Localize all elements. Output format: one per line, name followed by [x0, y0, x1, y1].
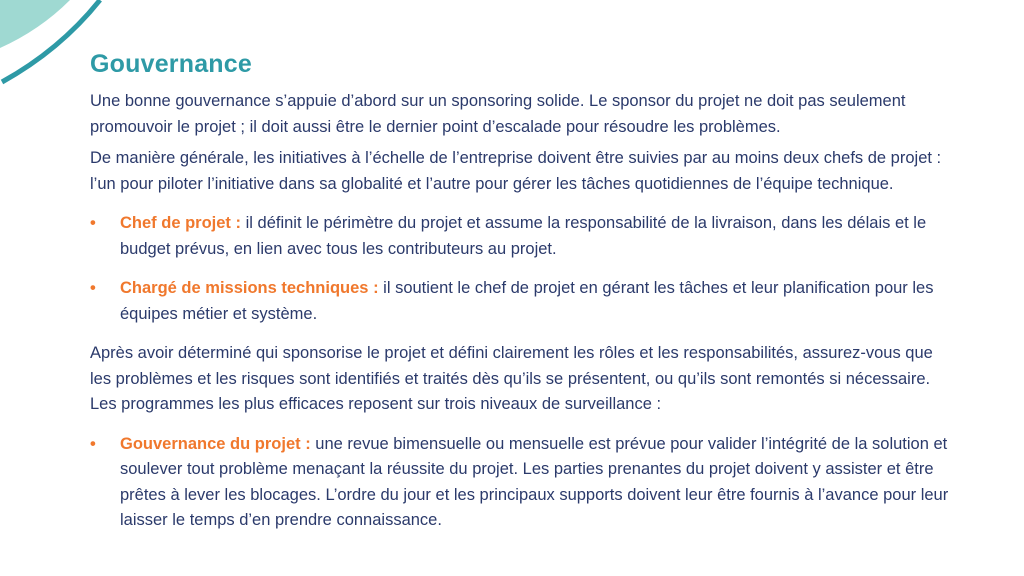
bullet-icon: • [90, 434, 96, 453]
intro-paragraph: Une bonne gouvernance s’appuie d’abord sur un sponsoring solide. Le sponsor du projet ne doit pas seulement promouvoir le projet ; il doit aussi être le dernier point d’escalade pour résoudre les problèmes. [90, 92, 906, 136]
page-title: Gouvernance [90, 50, 252, 78]
bullet-icon: • [90, 279, 96, 297]
role-description: il soutient le chef de projet en gérant les tâches et leur planification pour les équipes métier et système. [120, 279, 934, 323]
list-item [90, 432, 950, 534]
list-item [90, 211, 950, 262]
monitoring-paragraph: Après avoir déterminé qui sponsorise le projet et défini clairement les rôles et les responsabilités, assurez-vous que les problèmes et les risques sont identifiés et traités dès qu’ils se présentent, ou qu’ils sont remontés si nécessaire. Les programmes les plus efficaces reposent sur trois niveaux de surveillance : [90, 344, 933, 413]
levels-list [90, 432, 950, 534]
level-term: Gouvernance du projet : [120, 434, 311, 453]
list-item [90, 276, 950, 327]
role-description: il définit le périmètre du projet et assume la responsabilité de la livraison, dans les délais et le budget prévus, en lien avec tous les contributeurs au projet. [120, 214, 927, 258]
roles-list [90, 211, 950, 327]
roles-paragraph: De manière générale, les initiatives à l’échelle de l’entreprise doivent être suivies par au moins deux chefs de projet : l’un pour piloter l’initiative dans sa globalité et l’autre pour gérer les tâches quotidiennes de l’équipe technique. [90, 149, 942, 193]
bullet-icon: • [90, 214, 96, 232]
level-description: une revue bimensuelle ou mensuelle est prévue pour valider l’intégrité de la solution et soulever tout problème menaçant la réussite du projet. Les parties prenantes du projet doivent y assister et être prêtes à lever les blocages. L’ordre du jour et les principaux supports doivent leur être fournis à l’avance pour leur laisser le temps d’en prendre connaissance. [120, 434, 949, 529]
governance-section [90, 50, 950, 548]
role-term: Chargé de missions techniques : [120, 279, 379, 297]
role-term: Chef de projet : [120, 214, 242, 232]
